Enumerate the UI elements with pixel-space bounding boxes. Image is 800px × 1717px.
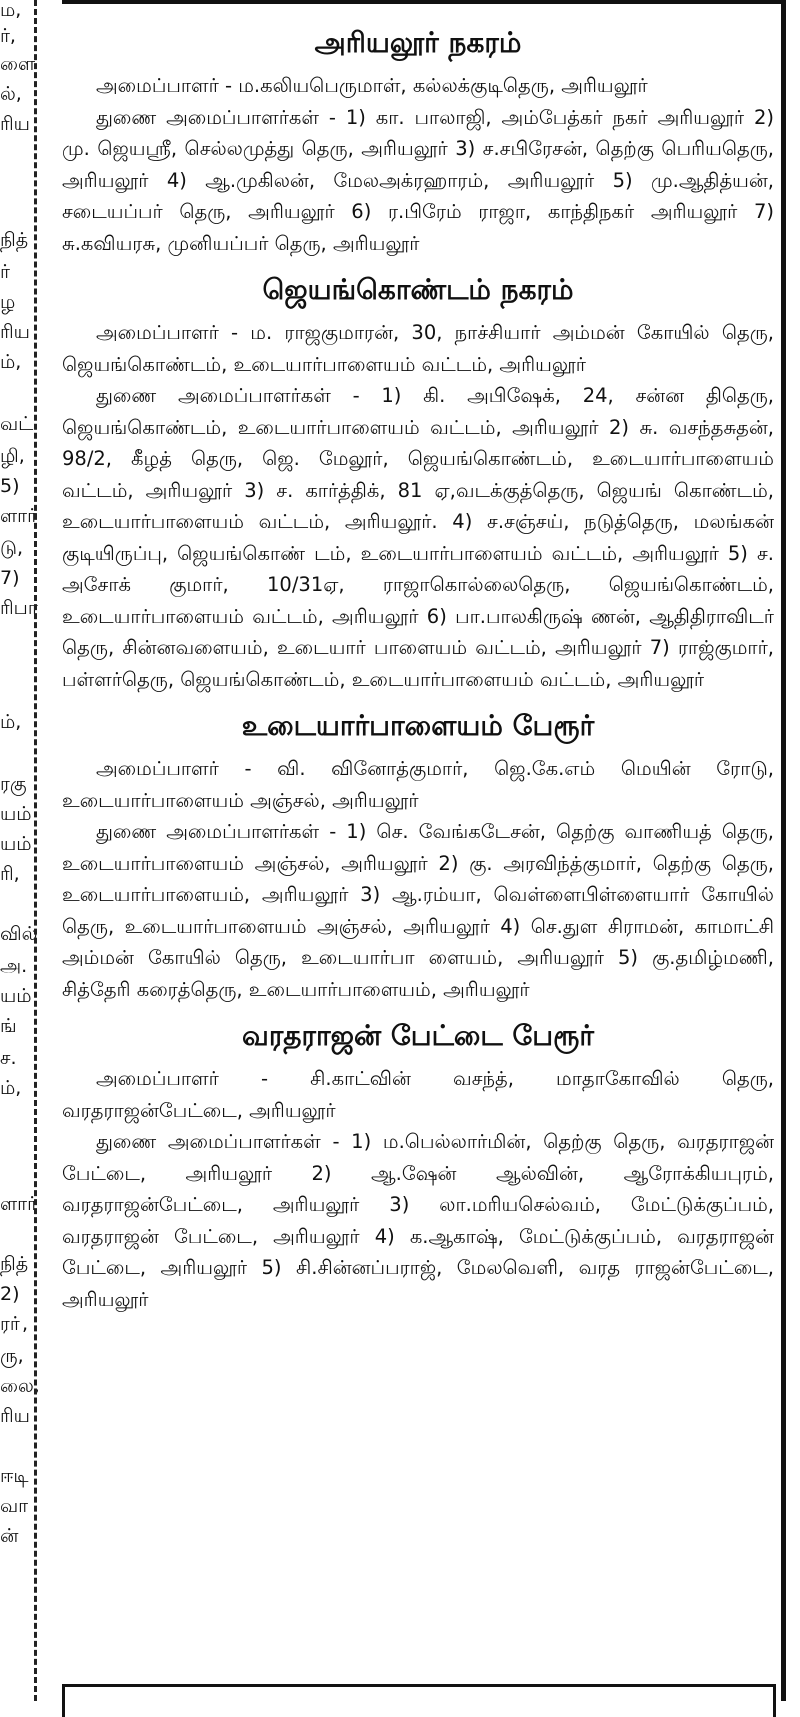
- left-fragment: யம்: [0, 803, 32, 825]
- frame-right-border: [781, 0, 786, 1701]
- section-heading: வரதராஜன் பேட்டை பேரூர்: [242, 1019, 594, 1052]
- left-fragment: ரு,: [0, 1345, 24, 1367]
- left-fragment: ரிபா: [0, 597, 38, 619]
- left-fragment: வில்: [0, 923, 38, 945]
- left-fragment: ம்,: [0, 711, 22, 733]
- column-divider: [34, 0, 37, 1701]
- left-fragment: வட்: [0, 413, 34, 435]
- left-fragment: ச.: [0, 1047, 17, 1069]
- section-heading: உடையார்பாளையம் பேரூர்: [241, 709, 595, 742]
- left-column-fragments: [0, 0, 40, 1701]
- left-fragment: ர்,: [0, 25, 16, 47]
- left-fragment: ரிய: [0, 321, 30, 343]
- left-fragment: 7): [0, 567, 20, 589]
- left-fragment: ரி,: [0, 863, 20, 885]
- section-udaiyarpalayam: [62, 709, 774, 1005]
- left-fragment: ங்: [0, 1015, 17, 1037]
- left-fragment: டு,: [0, 537, 23, 559]
- left-fragment: ல்,: [0, 83, 22, 105]
- left-fragment: அ.: [0, 955, 28, 977]
- left-fragment: ம்,: [0, 351, 22, 373]
- frame-top-border: [62, 0, 786, 4]
- section-ariyalur-town: [62, 26, 774, 259]
- section-varadharajanpettai: [62, 1019, 774, 1315]
- left-fragment: ழ: [0, 291, 16, 313]
- organizer-paragraph: அமைப்பாளர் - சி.காட்வின் வசந்த், மாதாகோவில் தெரு, வரதராஜன்பேட்டை, அரியலூர்: [62, 1067, 774, 1122]
- left-fragment: யம்: [0, 833, 32, 855]
- left-fragment: ஈடி: [0, 1465, 29, 1487]
- left-fragment: வா: [0, 1495, 29, 1517]
- left-fragment: ழி,: [0, 445, 25, 467]
- left-fragment: ன்: [0, 1525, 19, 1547]
- left-fragment: ர்: [0, 261, 10, 283]
- left-fragment: ரா்,: [0, 1313, 29, 1335]
- organizer-paragraph: அமைப்பாளர் - வி. வினோத்குமார், ஜெ.கே.எம் மெயின் ரோடு, உடையார்பாளையம் அஞ்சல், அரியலூர்: [62, 757, 774, 812]
- left-fragment: லை,: [0, 1375, 40, 1397]
- section-jayankondam-town: [62, 273, 774, 695]
- article-body: [62, 12, 774, 1315]
- left-fragment: 5): [0, 475, 20, 497]
- deputies-paragraph: துணை அமைப்பாளர்கள் - 1) கா. பாலாஜி, அம்பேத்கர் நகர் அரியலூர் 2) மு. ஜெயஸ்ரீ, செல்லமுத்து தெரு, அரியலூர் 3) ச.சபிரேசன், தெற்கு பெரியதெரு, அரியலூர் 4) ஆ.முகிலன், மேலஅக்ரஹாரம், அரியலூர் 5) மு.ஆதித்யன், சடையப்பர் தெரு, அரியலூர் 6) ர.பிரேம் ராஜா, காந்திநகர் அரியலூர் 7) சு.கவியரசு, முனியப்பர் தெரு, அரியலூர்: [62, 105, 774, 255]
- section-heading: அரியலூர் நகரம்: [314, 26, 522, 59]
- deputies-paragraph: துணை அமைப்பாளர்கள் - 1) செ. வேங்கடேசன், தெற்கு வாணியத் தெரு, உடையார்பாளையம் அஞ்சல், அரியலூர் 2) கு. அரவிந்த்குமார், தெற்கு தெரு, உடையார்பாளையம், அரியலூர் 3) ஆ.ரம்யா, வெள்ளைபிள்ளையார் கோயில் தெரு, உடையார்பாளையம் அஞ்சல், அரியலூர் 4) செ.துள சிராமன், காமாட்சி அம்மன் கோயில் தெரு, உடையார்பா ளையம், அரியலூர் 5) கு.தமிழ்மணி, சித்தேரி கரைத்தெரு, உடையார்பாளையம், அரியலூர்: [62, 820, 774, 1001]
- deputies-paragraph: துணை அமைப்பாளர்கள் - 1) கி. அபிஷேக், 24, சன்ன திதெரு, ஜெயங்கொண்டம், உடையார்பாளையம் வட்டம், அரியலூர் 2) சு. வசந்தசுதன், 98/2, கீழத் தெரு, ஜெ. மேலூர், ஜெயங்கொண்டம், உடையார்பாளையம் வட்டம், அரியலூர் 3) ச. கார்த்திக், 81 ஏ,வடக்குத்தெரு, ஜெயங் கொண்டம், உடையார்பாளையம் வட்டம், அரியலூர். 4) ச.சஞ்சய், நடுத்தெரு, மலங்கன் குடியிருப்பு, ஜெயங்கொண் டம், உடையார்பாளையம் வட்டம், அரியலூர் 5) ச. அசோக் குமார், 10/31ஏ, ராஜாகொல்லைதெரு, ஜெயங்கொண்டம், உடையார்பாளையம் வட்டம், அரியலூர் 6) பா.பாலகிருஷ் ணன், ஆதிதிராவிடர் தெரு, சின்னவளையம், உடையார் பாளையம் வட்டம், அரியலூர் 7) ராஜ்குமார், பள்ளர்தெரு, ஜெயங்கொண்டம், உடையார்பாளையம் வட்டம், அரியலூர்: [62, 384, 774, 691]
- left-fragment: நித்: [0, 1253, 29, 1275]
- organizer-paragraph: அமைப்பாளர் - ம.கலியபெருமாள், கல்லக்குடிதெரு, அரியலூர்: [96, 74, 648, 97]
- left-fragment: ம,: [0, 0, 22, 21]
- left-fragment: ரிய: [0, 1405, 30, 1427]
- section-heading: ஜெயங்கொண்டம் நகரம்: [262, 273, 574, 306]
- left-fragment: நித்: [0, 229, 29, 251]
- left-fragment: 2): [0, 1283, 20, 1305]
- deputies-paragraph: துணை அமைப்பாளர்கள் - 1) ம.பெல்லார்மின், தெற்கு தெரு, வரதராஜன் பேட்டை, அரியலூர் 2) ஆ.ஷேன் ஆல்வின், ஆரோக்கியபுரம், வரதராஜன்பேட்டை, அரியலூர் 3) லா.மரியசெல்வம், மேட்டுக்குப்பம், வரதராஜன் பேட்டை, அரியலூர் 4) க.ஆகாஷ், மேட்டுக்குப்பம், வரதராஜன் பேட்டை, அரியலூர் 5) சி.சின்னப்பராஜ், மேலவெளி, வரத ராஜன்பேட்டை, அரியலூர்: [62, 1130, 774, 1311]
- left-fragment: யம்: [0, 985, 32, 1007]
- left-fragment: ளை: [0, 53, 36, 75]
- left-fragment: ரகு: [0, 773, 27, 795]
- left-fragment: ளார்: [0, 505, 37, 527]
- left-fragment: ரிய: [0, 113, 30, 135]
- left-fragment: ம்,: [0, 1077, 22, 1099]
- organizer-paragraph: அமைப்பாளர் - ம. ராஜகுமாரன், 30, நாச்சியார் அம்மன் கோயில் தெரு, ஜெயங்கொண்டம், உடையார்பாளையம் வட்டம், அரியலூர்: [62, 321, 774, 376]
- left-fragment: ளார்: [0, 1193, 37, 1215]
